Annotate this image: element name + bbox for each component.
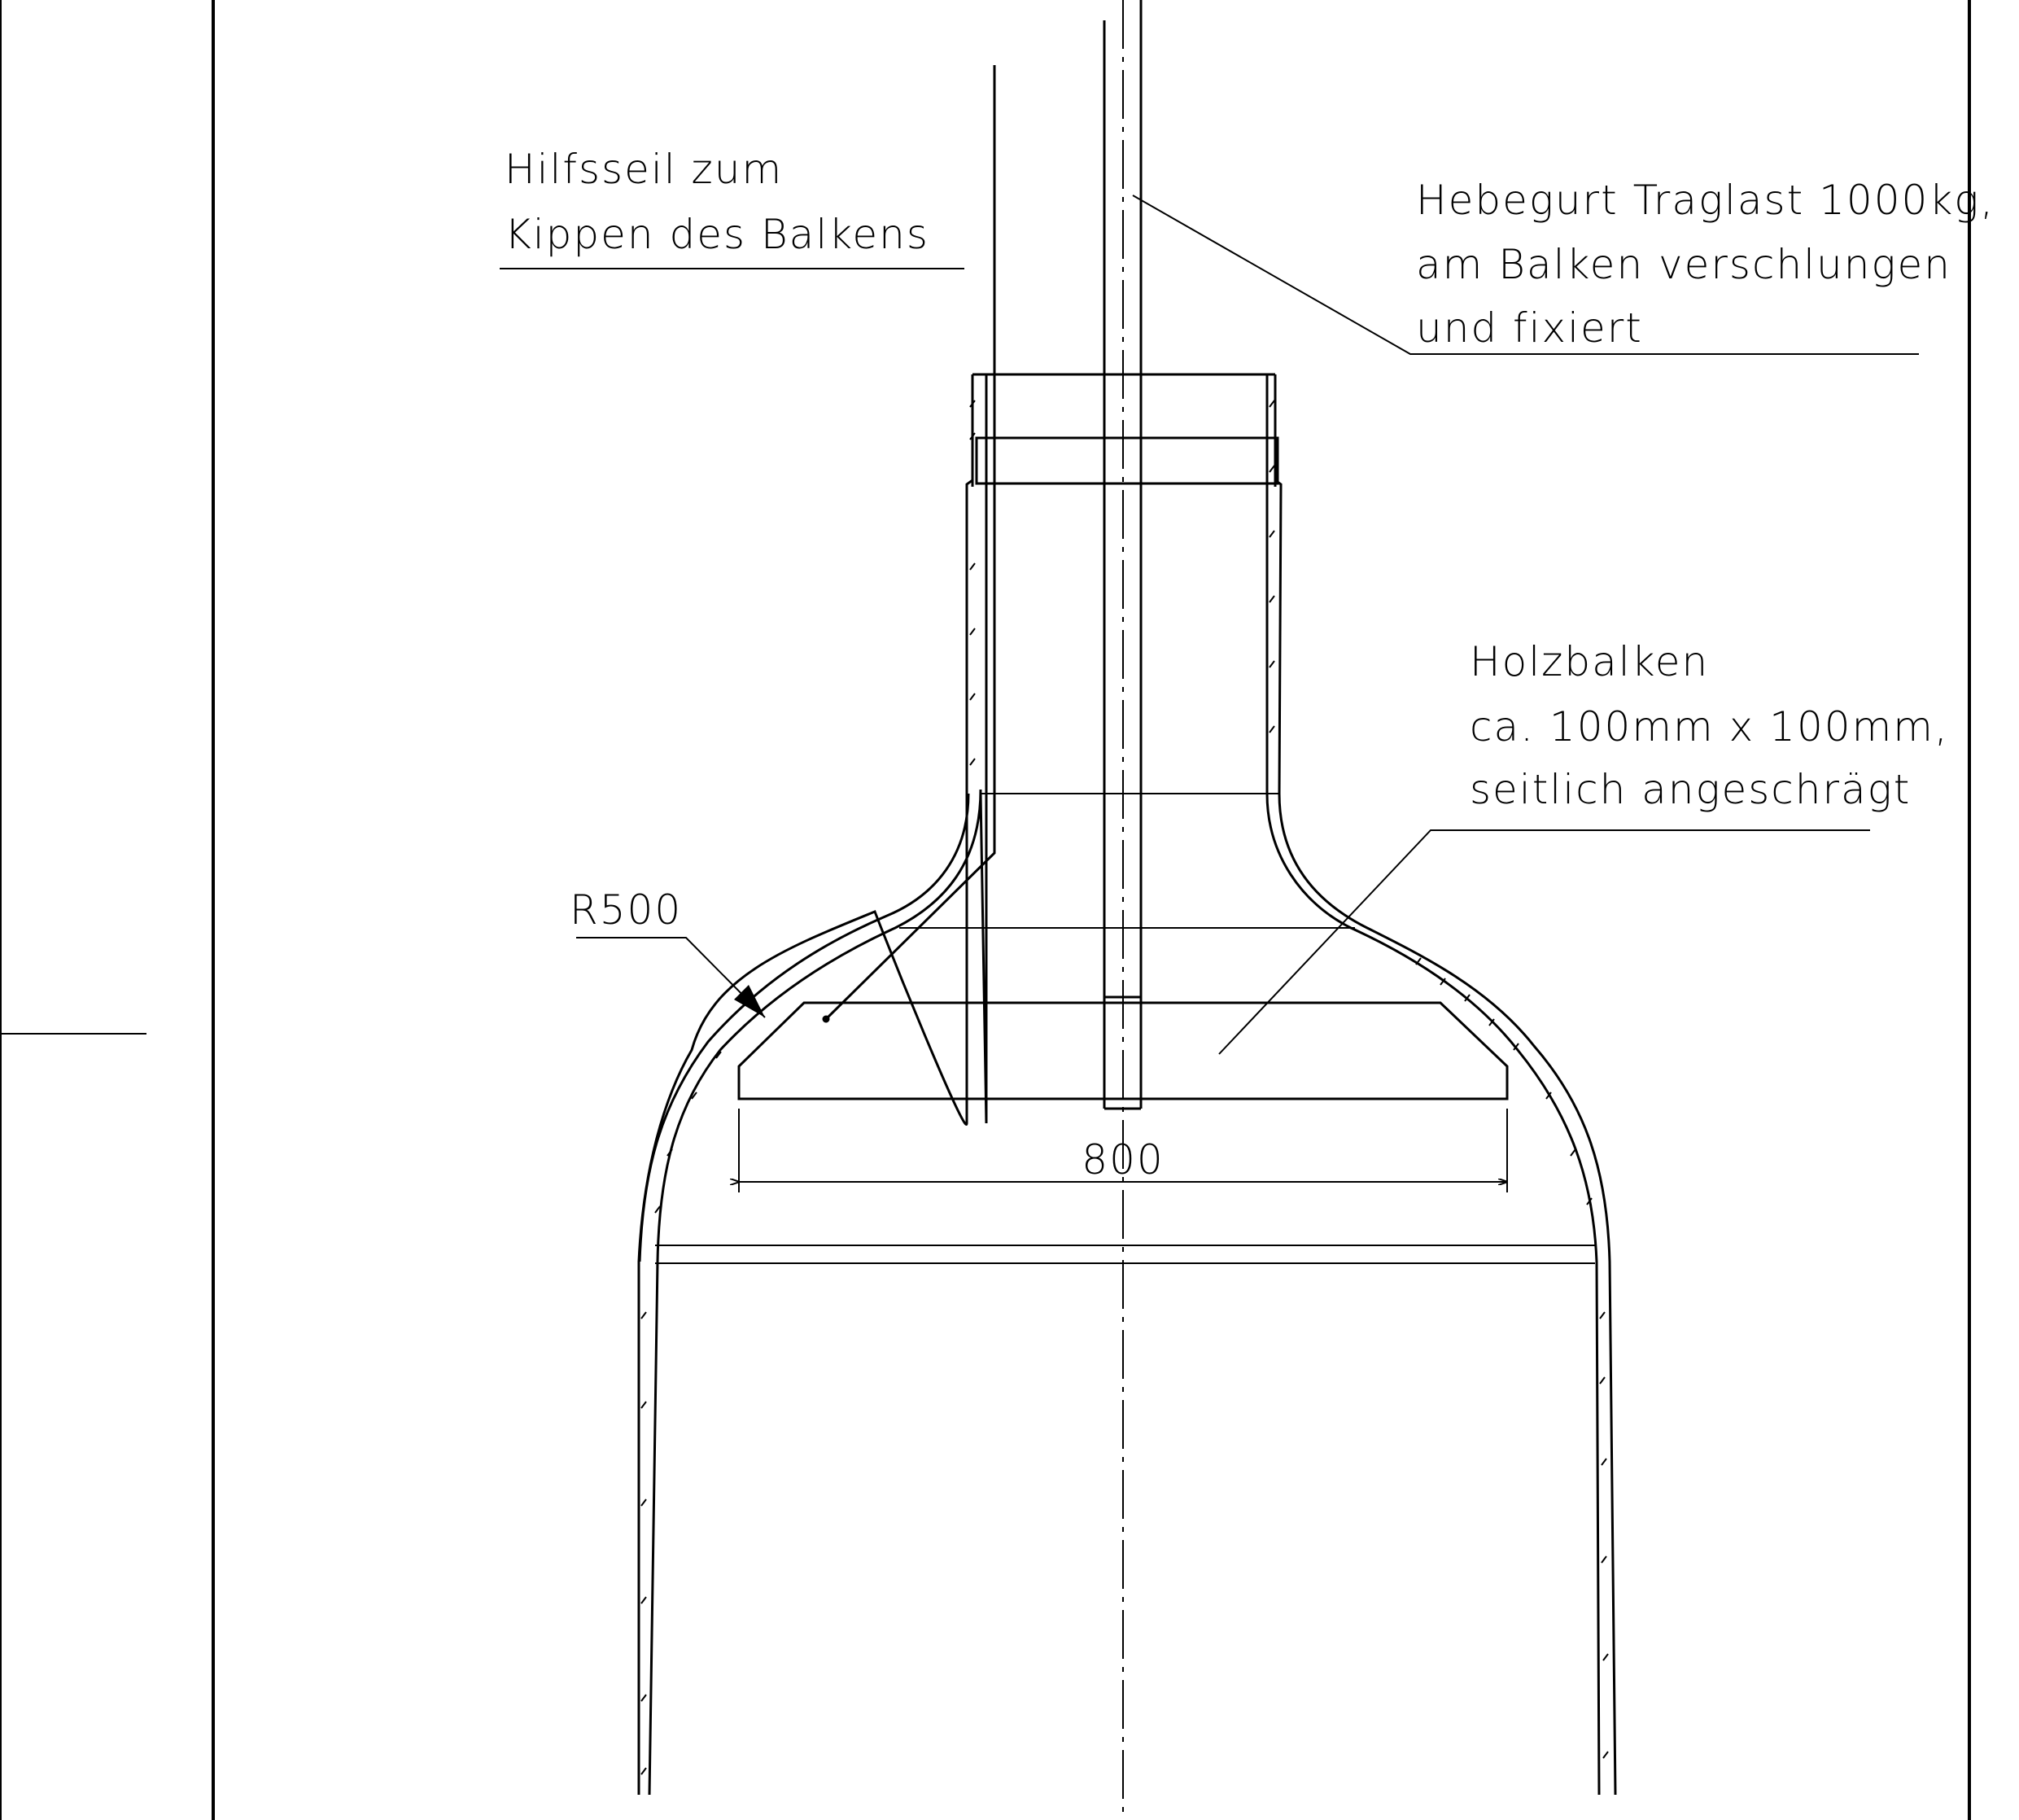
callout-auxiliary-rope (500, 146, 964, 269)
reference-lines (655, 794, 1595, 1263)
tank-wall (639, 374, 1615, 1795)
auxiliary-rope-label-line2: Kippen des Balkens (505, 211, 929, 258)
wooden-beam-label-line1: Holzbalken (1470, 638, 1710, 685)
callout-wooden-beam (1219, 638, 1949, 1054)
radius-label: R500 (570, 886, 683, 934)
wall-hatching (641, 400, 1608, 1774)
lifting-strap-label-line1: Hebegurt Traglast 1000kg, (1416, 177, 1995, 224)
neck-flange (972, 374, 1278, 487)
callout-lifting-strap (1133, 177, 1995, 354)
auxiliary-rope-label-line1: Hilfsseil zum (505, 146, 784, 193)
auxiliary-rope (824, 65, 994, 1022)
wooden-beam-label-line3: seitlich angeschrägt (1470, 766, 1912, 813)
lifting-strap-label-line3: und fixiert (1416, 304, 1643, 352)
lifting-strap-label-line2: am Balken verschlungen (1416, 241, 1951, 288)
callout-radius (570, 886, 765, 1017)
wooden-beam-label-line2: ca. 100mm x 100mm, (1470, 703, 1949, 750)
dimension-value: 800 (1082, 1136, 1165, 1183)
